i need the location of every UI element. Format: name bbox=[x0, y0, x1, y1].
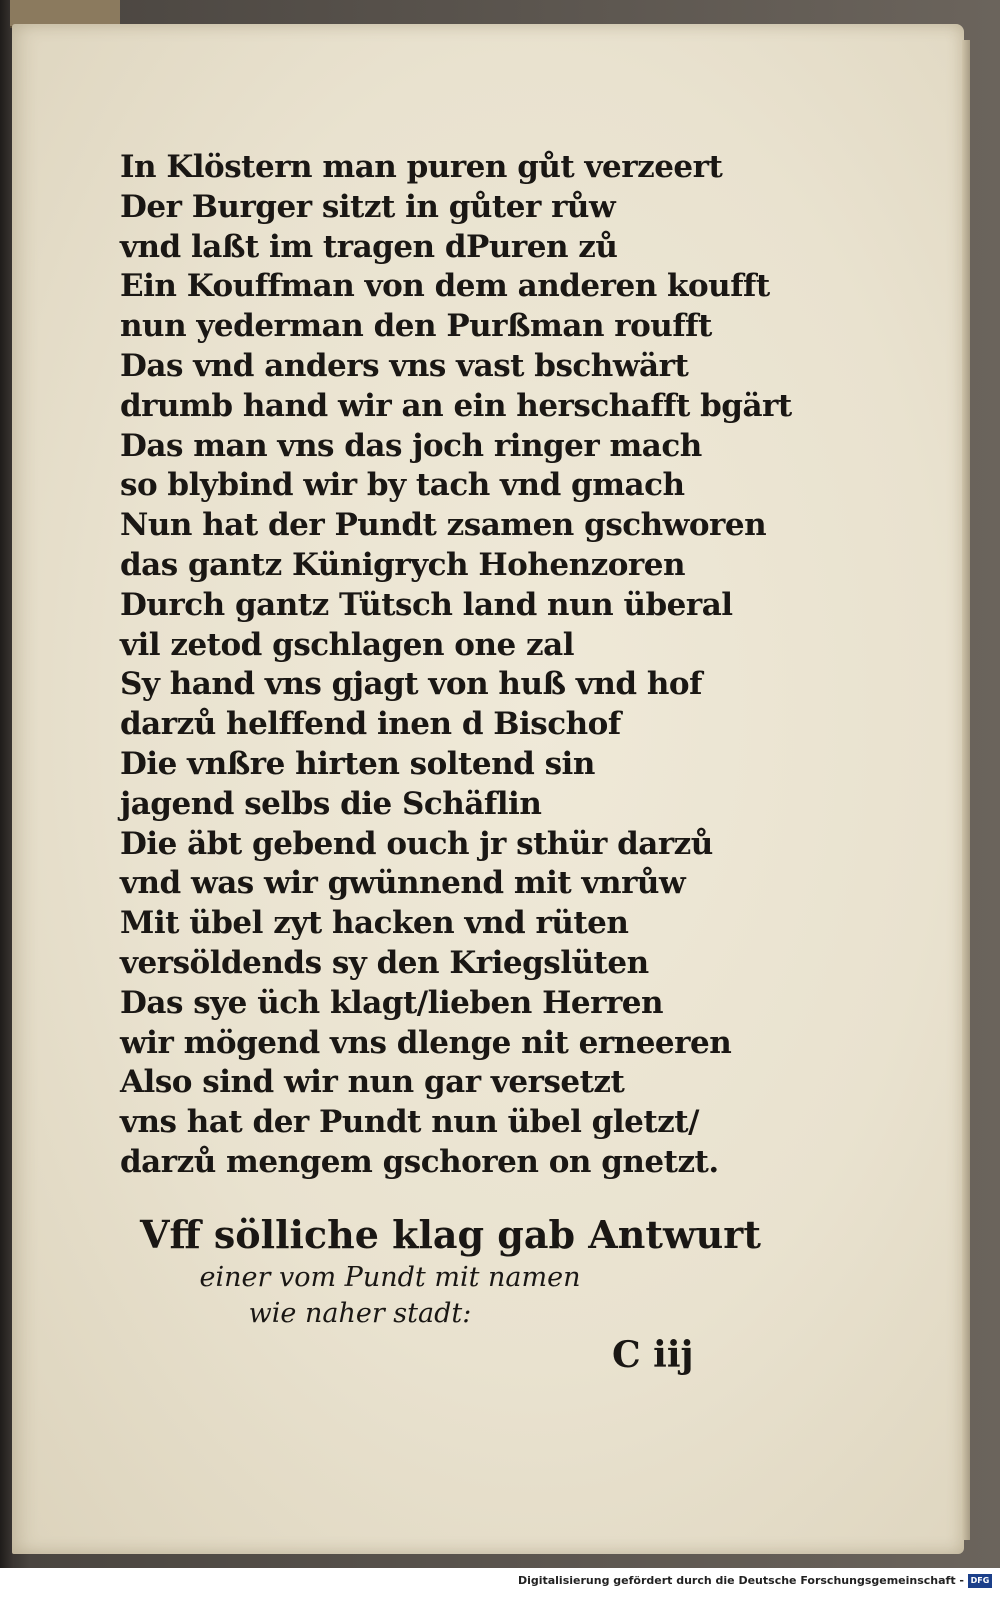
verse-line: In Klöstern man puren gůt verzeert bbox=[120, 149, 723, 185]
verse-line: Der Burger sitzt in gůter růw bbox=[120, 188, 616, 225]
verse-line: versöldends sy den Kriegslüten bbox=[120, 944, 649, 981]
verse-line: Ein Kouffman von dem anderen koufft bbox=[120, 268, 770, 305]
verse-line: Durch gantz Tütsch land nun überal bbox=[120, 586, 733, 623]
verse-line: jagend selbs die Schäflin bbox=[120, 785, 542, 822]
verse-line: Mit übel zyt hacken vnd rüten bbox=[120, 905, 629, 942]
page-edge bbox=[962, 40, 970, 1540]
verse-line: so blybind wir by tach vnd gmach bbox=[120, 467, 685, 504]
verse-block bbox=[120, 148, 792, 1183]
verse-line: vnd laßt im tragen dPuren zů bbox=[120, 228, 618, 265]
verse-line: Das man vns das joch ringer mach bbox=[120, 427, 702, 464]
footer-credit: Digitalisierung gefördert durch die Deutsche Forschungsgemeinschaft - bbox=[517, 1574, 964, 1587]
verse-line: drumb hand wir an ein herschafft bgärt bbox=[120, 387, 792, 424]
verse-line: Das sye üch klagt/lieben Herren bbox=[120, 984, 664, 1021]
signature-mark: C iij bbox=[612, 1334, 694, 1376]
verse-line: wir mögend vns dlenge nit erneeren bbox=[120, 1024, 732, 1061]
verse-line: Die äbt gebend ouch jr sthür darzů bbox=[120, 825, 713, 862]
verse-line: Das vnd anders vns vast bschwärt bbox=[120, 347, 689, 384]
verse-line: vnd was wir gwünnend mit vnrůw bbox=[120, 865, 686, 902]
verse-line: Nun hat der Pundt zsamen gschworen bbox=[120, 507, 767, 544]
verse-line: darzů helffend inen d Bischof bbox=[120, 706, 621, 743]
verse-line: darzů mengem gschoren on gnetzt. bbox=[120, 1143, 719, 1180]
verse-line: vil zetod gschlagen one zal bbox=[120, 626, 574, 663]
verse-line: Sy hand vns gjagt von huß vnd hof bbox=[120, 666, 702, 703]
verse-line: nun yederman den Purßman roufft bbox=[120, 308, 712, 345]
section-subheading-2: wie naher stadt: bbox=[248, 1298, 472, 1329]
verse-line: das gantz Künigrych Hohenzoren bbox=[120, 546, 686, 583]
section-subheading: einer vom Pundt mit namen bbox=[199, 1262, 581, 1293]
verse-line: Die vnßre hirten soltend sin bbox=[120, 745, 595, 782]
dfg-logo: DFG bbox=[968, 1574, 992, 1588]
verse-line: Also sind wir nun gar versetzt bbox=[120, 1064, 625, 1101]
section-heading: Vff sölliche klag gab Antwurt bbox=[140, 1212, 761, 1257]
verse-line: vns hat der Pundt nun übel gletzt/ bbox=[120, 1104, 699, 1141]
